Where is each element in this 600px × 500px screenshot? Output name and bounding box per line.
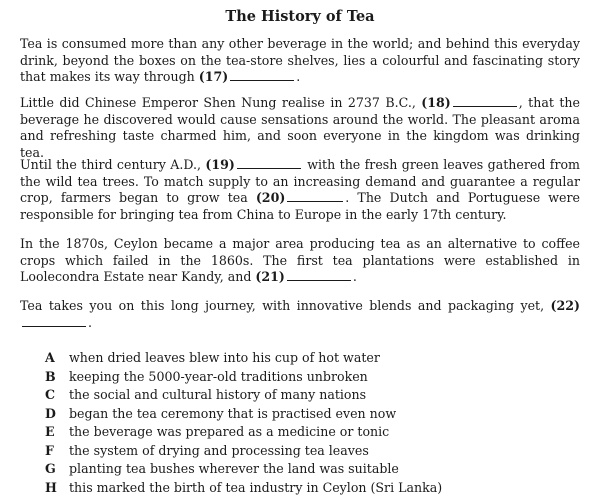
gap-20-blank[interactable] [287,190,343,202]
gap-20-number: (20) [255,190,286,206]
option-d [45,406,585,425]
option-letter: A [45,350,55,365]
option-f [45,443,585,462]
paragraph-1-text-a: Tea is consumed more than any other beverage in the world; and behind this everyday drink, beyond the boxes on the tea-store shelves, lies a colourful and fascinating story that makes its way through [20,36,580,85]
option-text: began the tea ceremony that is practised even now [69,405,397,421]
option-letter: G [45,461,56,476]
option-text: keeping the 5000-year-old traditions unbroken [69,368,368,384]
gap-22-number: (22) [550,298,580,313]
option-letter: B [45,368,56,384]
paragraph-4-text-b: . [352,269,357,285]
option-letter: C [45,387,56,402]
paragraph-2-text-b: , that the beverage he discovered would cause sensations around the world. The pleasant aroma and refreshing taste charmed him, and soon everyone in the kingdom was drinking tea. [20,95,580,160]
option-letter: D [45,405,56,421]
gap-17-number: (17) [198,69,229,85]
option-letter: F [45,442,54,458]
paragraph-2 [20,95,580,161]
paragraph-3-text-b: with the fresh green leaves gathered from the wild tea trees. To match supply to an increasing demand and guarantee a regular crop, farmers began to grow tea [20,157,580,206]
paragraph-5 [20,298,580,331]
option-h [45,480,585,499]
option-text: this marked the birth of tea industry in Ceylon (Sri Lanka) [69,479,443,495]
page-title: The History of Tea [225,8,375,25]
option-g [45,461,585,480]
paragraph-3-text-a: Until the third century A.D., [20,157,206,172]
paragraph-5-text-b: . [88,314,93,330]
gap-18-blank[interactable] [453,95,517,107]
paragraph-3-text-c: . The Dutch and Portuguese were responsible for bringing tea from China to Europe in the early 17th century. [20,190,580,222]
gap-17-blank[interactable] [230,69,294,81]
gap-19-number: (19) [205,157,235,172]
paragraph-3 [20,157,580,223]
gap-22-blank[interactable] [22,315,86,327]
option-text: planting tea bushes wherever the land was suitable [69,461,399,476]
option-letter: H [45,479,57,495]
option-e [45,424,585,443]
option-b [45,369,585,388]
paragraph-1-text-b: . [296,69,301,85]
option-text: the system of drying and processing tea leaves [69,442,369,458]
gap-18-number: (18) [421,95,451,110]
paragraph-1 [20,36,580,86]
paragraph-5-text-a: Tea takes you on this long journey, with innovative blends and packaging yet, [20,298,551,313]
paragraph-4-text-a: In the 1870s, Ceylon became a major area producing tea as an alternative to coffee crops which failed in the 1860s. The first tea plantations were established in Loolecondra Estate near Kandy, and [20,236,580,285]
gap-21-blank[interactable] [287,269,351,281]
option-c [45,387,585,406]
option-text: when dried leaves blew into his cup of hot water [69,350,380,365]
gap-21-number: (21) [255,269,285,285]
option-letter: E [45,424,55,439]
option-text: the beverage was prepared as a medicine or tonic [69,424,390,439]
option-a [45,350,585,369]
gap-19-blank[interactable] [237,157,301,169]
option-text: the social and cultural history of many nations [69,387,367,402]
paragraph-2-text-a: Little did Chinese Emperor Shen Nung realise in 2737 B.C., [20,95,422,110]
paragraph-4 [20,236,580,286]
options-list [45,350,585,498]
